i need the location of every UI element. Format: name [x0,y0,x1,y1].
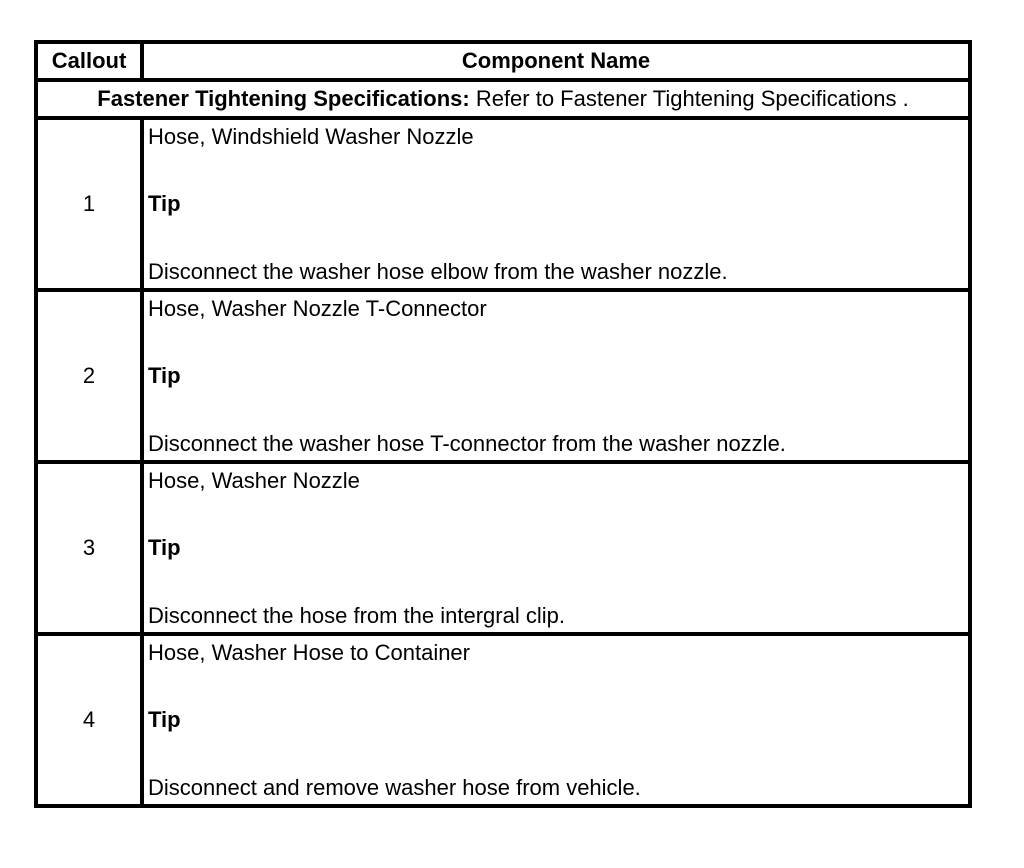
fastener-spec-text: Refer to Fastener Tightening Specifications . [469,86,909,112]
fastener-spec-row [36,80,970,118]
callout-number: 3 [36,462,142,634]
tip-label: Tip [148,535,181,561]
component-name: Hose, Washer Nozzle T-Connector [148,296,487,321]
tip-text: Disconnect the hose from the intergral clip. [148,602,565,628]
fastener-spec-cell [36,80,970,118]
component-name: Hose, Washer Nozzle [148,468,360,493]
component-table [34,40,972,808]
tip-text: Disconnect the washer hose elbow from the washer nozzle. [148,258,728,284]
table-row [36,634,970,806]
tip-text: Disconnect and remove washer hose from vehicle. [148,774,641,800]
callout-number: 2 [36,290,142,462]
component-name-header: Component Name [142,42,970,80]
fastener-spec-label: Fastener Tightening Specifications: [97,86,470,112]
callout-number: 1 [36,118,142,290]
component-cell [142,462,970,634]
component-cell [142,118,970,290]
tip-label: Tip [148,191,181,217]
callout-header: Callout [36,42,142,80]
component-name: Hose, Windshield Washer Nozzle [148,124,474,149]
component-name: Hose, Washer Hose to Container [148,640,470,665]
table-row [36,118,970,290]
tip-text: Disconnect the washer hose T-connector from the washer nozzle. [148,430,786,456]
component-cell [142,290,970,462]
header-row [36,42,970,80]
component-cell [142,634,970,806]
tip-label: Tip [148,363,181,389]
callout-number: 4 [36,634,142,806]
table-row [36,290,970,462]
table-row [36,462,970,634]
tip-label: Tip [148,707,181,733]
